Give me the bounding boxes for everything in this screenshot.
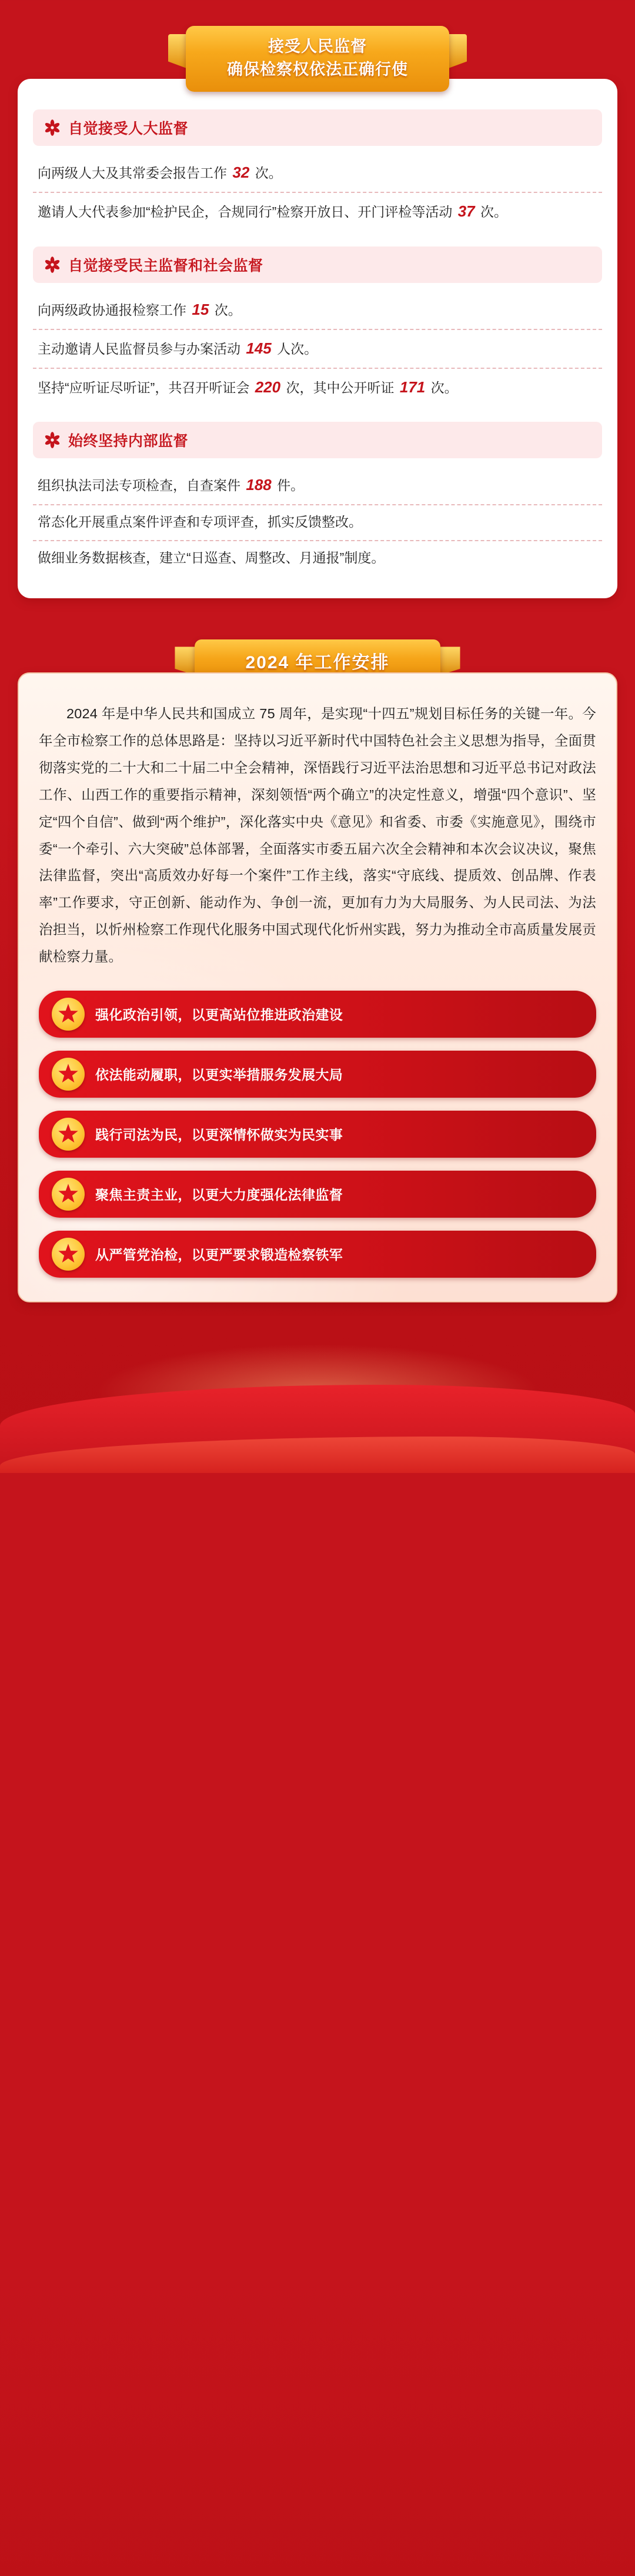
statistic-value: 171 (399, 378, 426, 396)
block-item (33, 193, 602, 231)
supervision-block (33, 246, 602, 406)
work-plan-item (39, 1231, 596, 1278)
item-text: 件。 (273, 477, 305, 493)
banner-title-line-2: 确保检察权依法正确行使 (227, 61, 408, 79)
block-header (33, 109, 602, 146)
block-item (33, 330, 602, 369)
block-header (33, 246, 602, 283)
item-text: 主动邀请人民监督员参与办案活动 (38, 341, 245, 356)
item-text: 次，其中公开听证 (282, 379, 398, 395)
section2 (0, 639, 635, 1302)
banner-plate (186, 26, 449, 92)
star-icon (52, 1238, 85, 1271)
item-text: 人次。 (273, 341, 318, 356)
work-plan-item-label: 从严管党治检，以更严要求锻造检察铁军 (95, 1247, 343, 1263)
flower-icon (44, 431, 61, 449)
item-text: 常态化开展重点案件评查和专项评查，抓实反馈整改。 (38, 514, 362, 529)
block-item (33, 541, 602, 576)
item-text: 做细业务数据核查，建立“日巡查、周整改、月通报”制度。 (38, 550, 385, 566)
item-text: 向两级政协通报检察工作 (38, 302, 190, 318)
flower-icon (44, 256, 61, 274)
work-plan-item (39, 1171, 596, 1218)
supervision-block-list (33, 109, 602, 576)
banner-title-line-1: 接受人民监督 (268, 38, 367, 55)
work-plan-item (39, 991, 596, 1038)
statistic-value: 145 (246, 339, 272, 357)
block-title: 始终坚持内部监督 (68, 432, 189, 449)
star-icon (52, 1058, 85, 1091)
footer-ribbon (0, 1326, 635, 1473)
block-header (33, 422, 602, 458)
item-text: 邀请人大代表参加“检护民企，合规同行”检察开放日、开门评检等活动 (38, 204, 456, 220)
star-icon (52, 1118, 85, 1151)
supervision-block (33, 109, 602, 231)
block-item (33, 369, 602, 406)
work-plan-item (39, 1051, 596, 1098)
block-item (33, 291, 602, 330)
block-item (33, 466, 602, 505)
item-text: 组织执法司法专项检查，自查案件 (38, 477, 245, 493)
work-plan-item-label: 聚焦主责主业，以更大力度强化法律监督 (95, 1187, 343, 1203)
item-text: 次。 (210, 302, 242, 318)
section1-banner (0, 0, 635, 92)
section2-card (18, 672, 617, 1302)
work-plan-item-label: 依法能动履职，以更实举措服务发展大局 (95, 1067, 343, 1083)
item-text: 坚持“应听证尽听证”，共召开听证会 (38, 379, 253, 395)
section2-paragraph: 2024 年是中华人民共和国成立 75 周年，是实现“十四五”规划目标任务的关键一年。今年全市检察工作的总体思路是：坚持以习近平新时代中国特色社会主义思想为指导，全面贯彻落实党的二十大和二十届二中全会精神，深悟践行习近平法治思想和习近平总书记对政法工作、山西工作的重要指示精神，深刻领悟“两个确立”的决定性意义，增强“四个意识”、坚定“四个自信”、做到“两个维护”，深化落实中央《意见》和省委、市委《实施意见》，围绕市委“一个牵引、六大突破”总体部署，全面落实市委五届六次全会精神和本次会议决议，聚焦法律监督，突出“高质效办好每一个案件”工作主线，落实“守底线、提质效、创品牌、作表率”工作要求，守正创新、能动作为、争创一流，更加有力为大局服务、为人民司法、为法治担当，以忻州检察工作现代化服务中国式现代化忻州实践，努力为推动全市高质量发展贡献检察力量。 (39, 706, 596, 964)
statistic-value: 220 (255, 378, 281, 396)
supervision-block (33, 422, 602, 576)
block-item (33, 154, 602, 193)
block-item (33, 505, 602, 541)
section2-title-text: 2024 年工作安排 (245, 653, 390, 673)
statistic-value: 37 (457, 202, 475, 221)
statistic-value: 188 (246, 475, 272, 494)
statistic-value: 15 (192, 300, 209, 318)
star-icon (52, 1178, 85, 1211)
flower-icon (44, 119, 61, 136)
work-plan-item-label: 践行司法为民，以更深情怀做实为民实事 (95, 1127, 343, 1143)
block-title: 自觉接受民主监督和社会监督 (68, 257, 263, 274)
item-text: 次。 (427, 379, 458, 395)
block-title: 自觉接受人大监督 (68, 121, 189, 138)
statistic-value: 32 (232, 164, 250, 182)
item-text: 向两级人大及其常委会报告工作 (38, 165, 231, 181)
work-plan-bullet-list (39, 991, 596, 1278)
work-plan-item (39, 1111, 596, 1158)
work-plan-item-label: 强化政治引领，以更高站位推进政治建设 (95, 1007, 343, 1023)
item-text: 次。 (251, 165, 282, 181)
section1-card (18, 79, 617, 598)
item-text: 次。 (476, 204, 508, 220)
star-icon (52, 998, 85, 1031)
